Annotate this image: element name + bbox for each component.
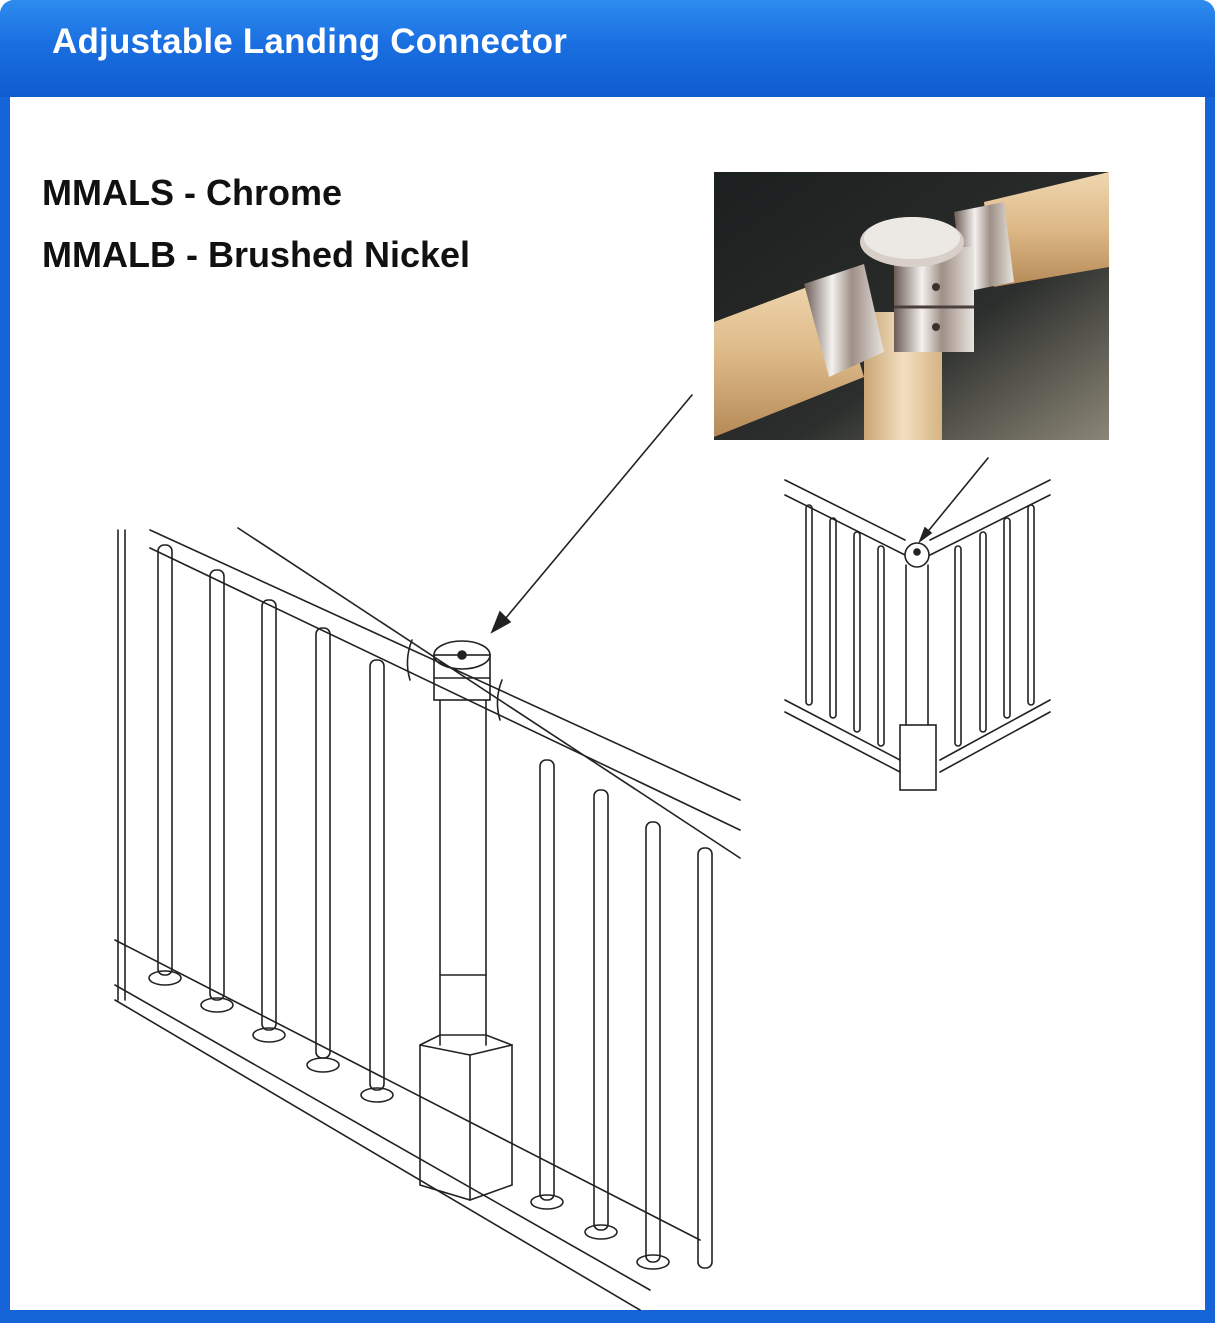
page-title: Adjustable Landing Connector xyxy=(52,22,568,61)
product-code-chrome: MMALS - Chrome xyxy=(42,172,342,213)
product-code-brushed-nickel: MMALB - Brushed Nickel xyxy=(42,234,471,275)
